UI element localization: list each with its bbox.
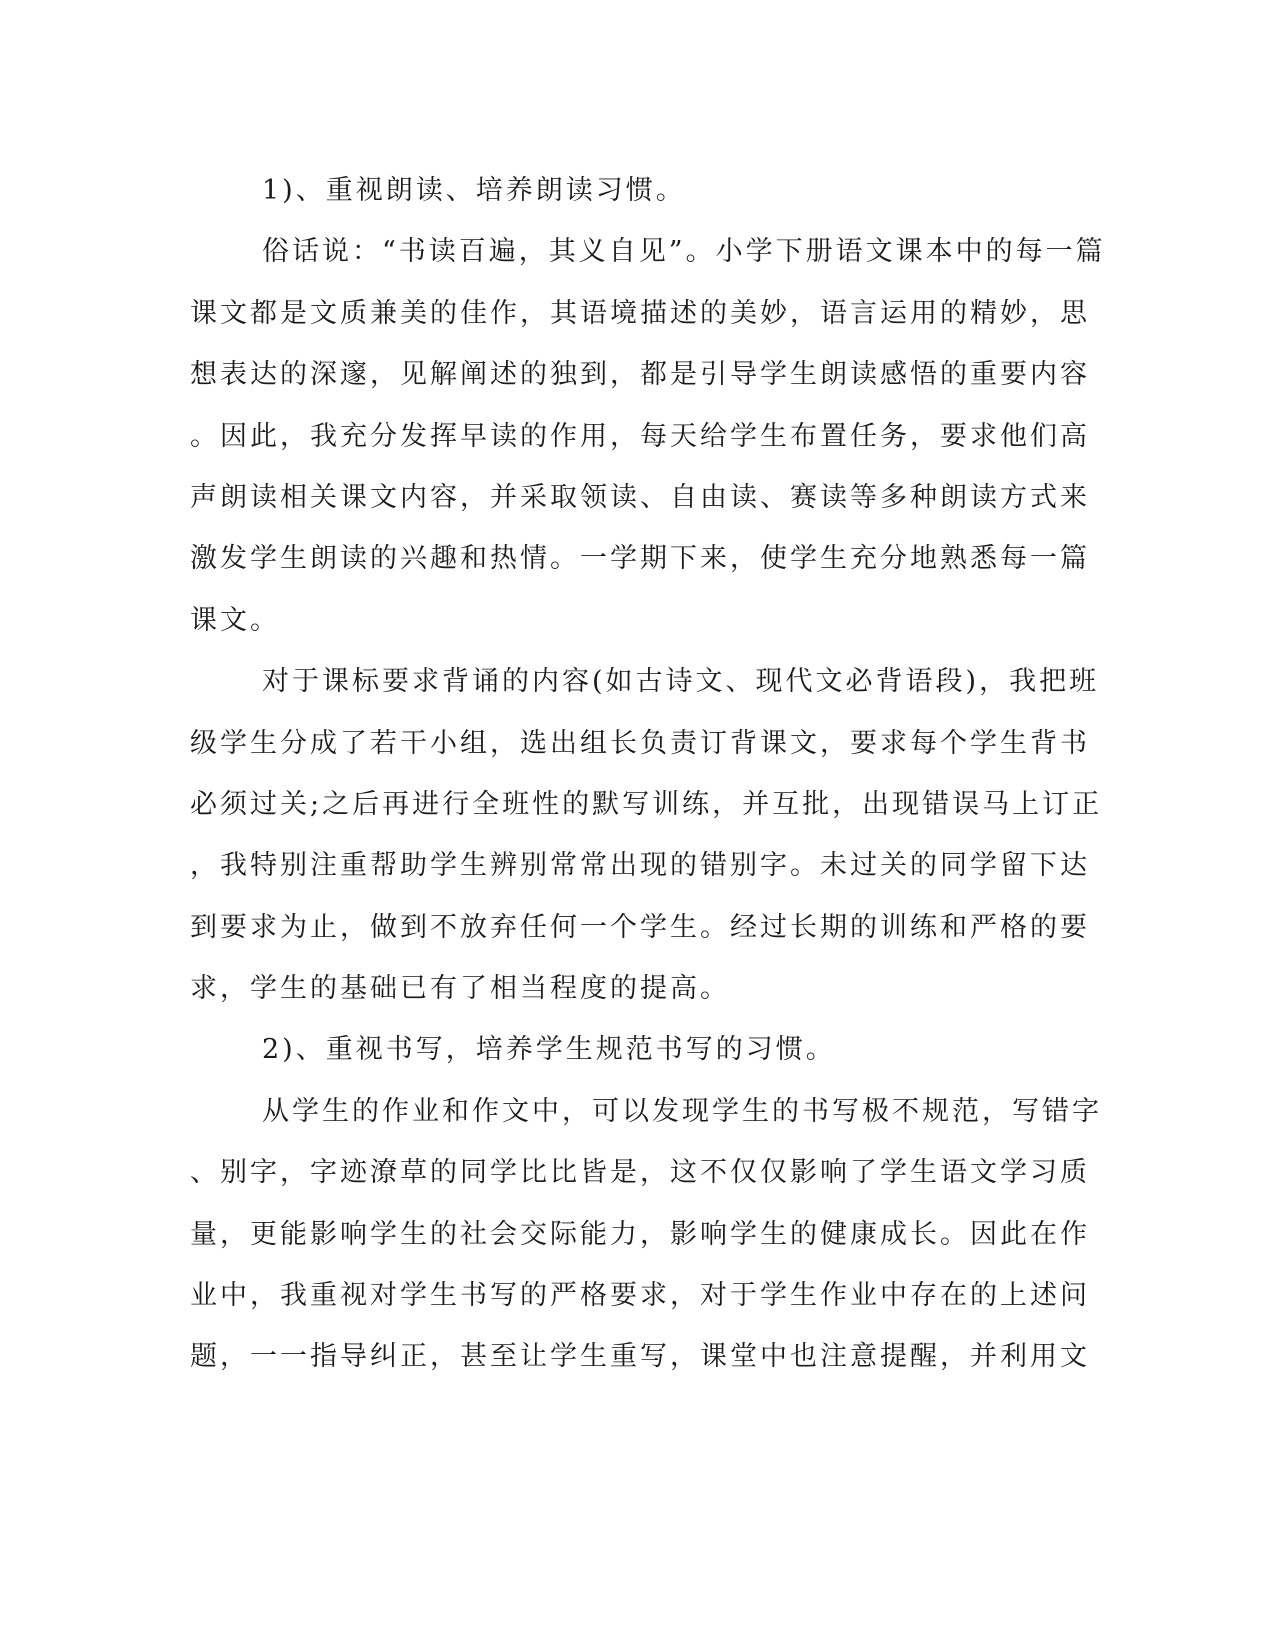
- paragraph-line: 俗话说：“书读百遍，其义自见”。小学下册语文课本中的每一篇: [262, 236, 1106, 268]
- paragraph-line: 业中，我重视对学生书写的严格要求，对于学生作业中存在的上述问: [190, 1280, 1090, 1312]
- paragraph-line: 对于课标要求背诵的内容(如古诗文、现代文必背语段)，我把班: [262, 666, 1100, 698]
- document-body: [190, 160, 1106, 1388]
- paragraph-line: 想表达的深邃，见解阐述的独到，都是引导学生朗读感悟的重要内容: [190, 359, 1090, 391]
- paragraph-line: 声朗读相关课文内容，并采取领读、自由读、赛读等多种朗读方式来: [190, 481, 1090, 513]
- paragraph-line: ，我特别注重帮助学生辨别常常出现的错别字。未过关的同学留下达: [190, 850, 1090, 882]
- paragraph-line: 课文。: [190, 604, 280, 636]
- paragraph-line: 课文都是文质兼美的佳作，其语境描述的美妙，语言运用的精妙，思: [190, 297, 1090, 329]
- paragraph-line: 必须过关;之后再进行全班性的默写训练，并互批，出现错误马上订正: [190, 788, 1103, 820]
- heading-reading-habit: 1)、重视朗读、培养朗读习惯。: [262, 175, 686, 206]
- paragraph-line: 到要求为止，做到不放弃任何一个学生。经过长期的训练和严格的要: [190, 911, 1090, 943]
- paragraph-line: 量，更能影响学生的社会交际能力，影响学生的健康成长。因此在作: [190, 1218, 1090, 1250]
- paragraph-line: 求，学生的基础已有了相当程度的提高。: [190, 973, 730, 1005]
- paragraph-line: 。因此，我充分发挥早读的作用，每天给学生布置任务，要求他们高: [190, 420, 1090, 452]
- heading-writing-habit: 2)、重视书写，培养学生规范书写的习惯。: [262, 1034, 836, 1066]
- paragraph-line: 从学生的作业和作文中，可以发现学生的书写极不规范，写错字: [262, 1095, 1102, 1127]
- paragraph-line: 激发学生朗读的兴趣和热情。一学期下来，使学生充分地熟悉每一篇: [190, 543, 1090, 575]
- paragraph-line: 、别字，字迹潦草的同学比比皆是，这不仅仅影响了学生语文学习质: [190, 1157, 1090, 1189]
- paragraph-line: 级学生分成了若干小组，选出组长负责订背课文，要求每个学生背书: [190, 727, 1090, 759]
- paragraph-line: 题，一一指导纠正，甚至让学生重写，课堂中也注意提醒，并利用文: [190, 1341, 1090, 1373]
